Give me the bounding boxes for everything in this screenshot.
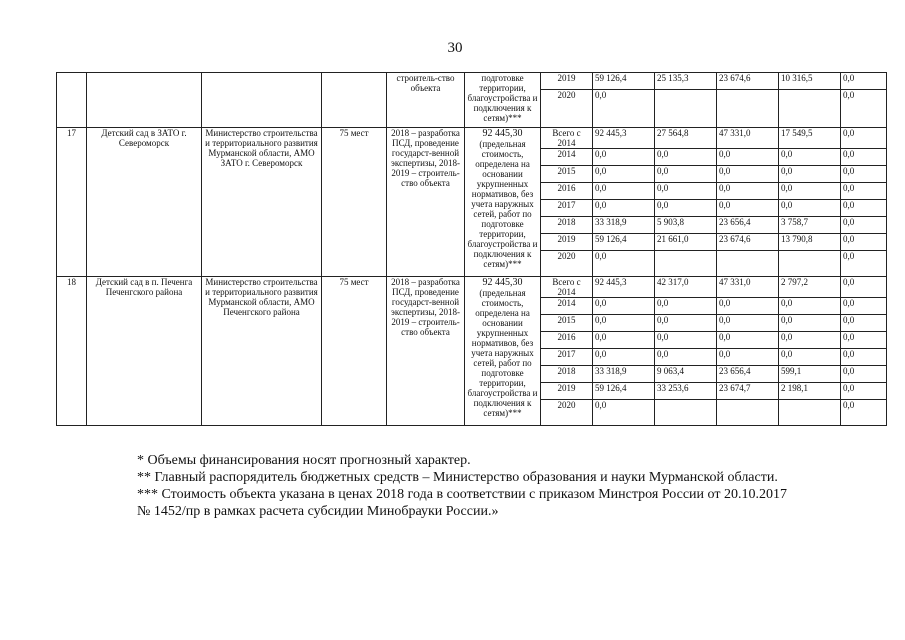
value-cell <box>779 251 841 277</box>
value-cell: 0,0 <box>841 217 887 234</box>
value-cell: 0,0 <box>717 183 779 200</box>
cost-cell: подготовке территории, благоустройства и подключения к сетям)*** <box>465 73 541 128</box>
value-cell: 0,0 <box>779 332 841 349</box>
value-cell: 0,0 <box>593 332 655 349</box>
cost-note: (предельная стоимость, определена на основании укрупненных нормативов, без учета наружных сетей, работ по подготовке территории, благоустройства и подключения к сетям)*** <box>467 288 538 418</box>
value-cell: 92 445,3 <box>593 128 655 149</box>
value-cell: 0,0 <box>841 166 887 183</box>
value-cell: 0,0 <box>655 298 717 315</box>
value-cell: 0,0 <box>779 183 841 200</box>
year-cell: 2019 <box>541 234 593 251</box>
value-cell: 59 126,4 <box>593 383 655 400</box>
value-cell: 0,0 <box>593 349 655 366</box>
value-cell: 0,0 <box>841 73 887 90</box>
value-cell <box>655 400 717 426</box>
cost-cell <box>465 277 541 426</box>
value-cell: 0,0 <box>717 332 779 349</box>
cost-note: (предельная стоимость, определена на основании укрупненных нормативов, без учета наружных сетей, работ по подготовке территории, благоустройства и подключения к сетям)*** <box>467 139 538 269</box>
value-cell: 0,0 <box>779 315 841 332</box>
value-cell: 0,0 <box>841 128 887 149</box>
value-cell: 10 316,5 <box>779 73 841 90</box>
value-cell: 21 661,0 <box>655 234 717 251</box>
value-cell: 0,0 <box>717 315 779 332</box>
responsible-org: Министерство строительства и территориального развития Мурманской области, АМО Печенгского района <box>202 277 322 426</box>
stage-description: 2018 – разработка ПСД, проведение государст-венной экспертизы, 2018-2019 – строитель-ство объекта <box>387 128 465 277</box>
value-cell: 0,0 <box>593 149 655 166</box>
year-cell: 2015 <box>541 166 593 183</box>
year-cell: 2015 <box>541 315 593 332</box>
page-number: 30 <box>447 40 463 56</box>
value-cell: 0,0 <box>841 332 887 349</box>
value-cell: 0,0 <box>717 166 779 183</box>
value-cell: 25 135,3 <box>655 73 717 90</box>
table-row <box>57 73 887 90</box>
value-cell: 23 674,6 <box>717 73 779 90</box>
value-cell <box>779 400 841 426</box>
value-cell: 2 198,1 <box>779 383 841 400</box>
value-cell: 92 445,3 <box>593 277 655 298</box>
year-cell: Всего с 2014 <box>541 128 593 149</box>
value-cell: 0,0 <box>593 400 655 426</box>
year-cell: 2014 <box>541 298 593 315</box>
capacity: 75 мест <box>322 277 387 426</box>
value-cell: 0,0 <box>841 90 887 128</box>
value-cell: 23 674,7 <box>717 383 779 400</box>
value-cell: 23 656,4 <box>717 366 779 383</box>
year-cell: 2020 <box>541 90 593 128</box>
year-cell: 2020 <box>541 400 593 426</box>
year-cell: 2019 <box>541 73 593 90</box>
footnote: *** Стоимость объекта указана в ценах 2018 года в соответствии с приказом Минстроя России от 20.10.2017 № 1452/пр в рамках расчета субсидии Минобрауки России.» <box>137 487 787 519</box>
value-cell: 23 674,6 <box>717 234 779 251</box>
value-cell: 0,0 <box>655 149 717 166</box>
object-cell <box>87 73 202 128</box>
value-cell: 59 126,4 <box>593 73 655 90</box>
value-cell: 33 318,9 <box>593 366 655 383</box>
footnote: ** Главный распорядитель бюджетных средств – Министерство образования и науки Мурманской области. <box>137 470 778 485</box>
value-cell <box>655 90 717 128</box>
year-cell: 2018 <box>541 217 593 234</box>
capacity: 75 мест <box>322 128 387 277</box>
value-cell: 27 564,8 <box>655 128 717 149</box>
cost-total: 92 445,30 <box>482 128 523 139</box>
value-cell: 0,0 <box>655 315 717 332</box>
stage-description: 2018 – разработка ПСД, проведение государст-венной экспертизы, 2018-2019 – строитель-ство объекта <box>387 277 465 426</box>
value-cell: 0,0 <box>841 251 887 277</box>
value-cell <box>655 251 717 277</box>
year-cell: 2020 <box>541 251 593 277</box>
value-cell: 0,0 <box>717 200 779 217</box>
value-cell: 0,0 <box>593 298 655 315</box>
year-cell: 2016 <box>541 332 593 349</box>
value-cell: 0,0 <box>779 149 841 166</box>
value-cell: 3 758,7 <box>779 217 841 234</box>
cost-total: 92 445,30 <box>482 277 523 288</box>
value-cell: 33 318,9 <box>593 217 655 234</box>
object-name: Детский сад в п. Печенга Печенгского района <box>87 277 202 426</box>
value-cell: 0,0 <box>655 349 717 366</box>
value-cell: 13 790,8 <box>779 234 841 251</box>
value-cell: 9 063,4 <box>655 366 717 383</box>
value-cell <box>717 251 779 277</box>
value-cell: 23 656,4 <box>717 217 779 234</box>
year-cell: 2019 <box>541 383 593 400</box>
year-cell: Всего с 2014 <box>541 277 593 298</box>
value-cell: 0,0 <box>841 383 887 400</box>
value-cell: 5 903,8 <box>655 217 717 234</box>
value-cell: 0,0 <box>841 366 887 383</box>
value-cell: 33 253,6 <box>655 383 717 400</box>
value-cell: 0,0 <box>655 332 717 349</box>
value-cell: 0,0 <box>779 166 841 183</box>
value-cell: 0,0 <box>841 149 887 166</box>
value-cell: 599,1 <box>779 366 841 383</box>
value-cell: 0,0 <box>655 200 717 217</box>
value-cell: 2 797,2 <box>779 277 841 298</box>
value-cell: 0,0 <box>779 298 841 315</box>
value-cell: 47 331,0 <box>717 277 779 298</box>
value-cell: 0,0 <box>593 183 655 200</box>
value-cell: 0,0 <box>841 349 887 366</box>
value-cell: 0,0 <box>593 166 655 183</box>
financing-table <box>56 72 887 426</box>
value-cell: 0,0 <box>655 183 717 200</box>
num-cell <box>57 73 87 128</box>
value-cell: 0,0 <box>593 90 655 128</box>
value-cell: 0,0 <box>593 200 655 217</box>
value-cell <box>717 90 779 128</box>
value-cell: 0,0 <box>841 400 887 426</box>
value-cell: 0,0 <box>717 298 779 315</box>
value-cell: 0,0 <box>841 234 887 251</box>
footnotes <box>137 452 797 520</box>
value-cell: 0,0 <box>655 166 717 183</box>
stage-cell: строитель-ство объекта <box>387 73 465 128</box>
object-number: 17 <box>57 128 87 277</box>
year-cell: 2018 <box>541 366 593 383</box>
value-cell: 0,0 <box>779 200 841 217</box>
value-cell: 0,0 <box>717 149 779 166</box>
table-row <box>57 277 887 298</box>
value-cell: 42 317,0 <box>655 277 717 298</box>
value-cell <box>717 400 779 426</box>
value-cell: 0,0 <box>841 315 887 332</box>
year-cell: 2017 <box>541 200 593 217</box>
value-cell: 0,0 <box>717 349 779 366</box>
year-cell: 2014 <box>541 149 593 166</box>
value-cell: 0,0 <box>841 200 887 217</box>
responsible-org: Министерство строительства и территориального развития Мурманской области, АМО ЗАТО г. Североморск <box>202 128 322 277</box>
value-cell: 17 549,5 <box>779 128 841 149</box>
value-cell: 0,0 <box>593 315 655 332</box>
org-cell <box>202 73 322 128</box>
value-cell: 0,0 <box>593 251 655 277</box>
value-cell: 0,0 <box>841 298 887 315</box>
capacity-cell <box>322 73 387 128</box>
object-name: Детский сад в ЗАТО г. Североморск <box>87 128 202 277</box>
value-cell: 47 331,0 <box>717 128 779 149</box>
value-cell: 0,0 <box>779 349 841 366</box>
value-cell <box>779 90 841 128</box>
year-cell: 2017 <box>541 349 593 366</box>
object-number: 18 <box>57 277 87 426</box>
value-cell: 0,0 <box>841 183 887 200</box>
table-row <box>57 128 887 149</box>
value-cell: 59 126,4 <box>593 234 655 251</box>
cost-cell <box>465 128 541 277</box>
value-cell: 0,0 <box>841 277 887 298</box>
footnote: * Объемы финансирования носят прогнозный характер. <box>137 453 471 468</box>
year-cell: 2016 <box>541 183 593 200</box>
